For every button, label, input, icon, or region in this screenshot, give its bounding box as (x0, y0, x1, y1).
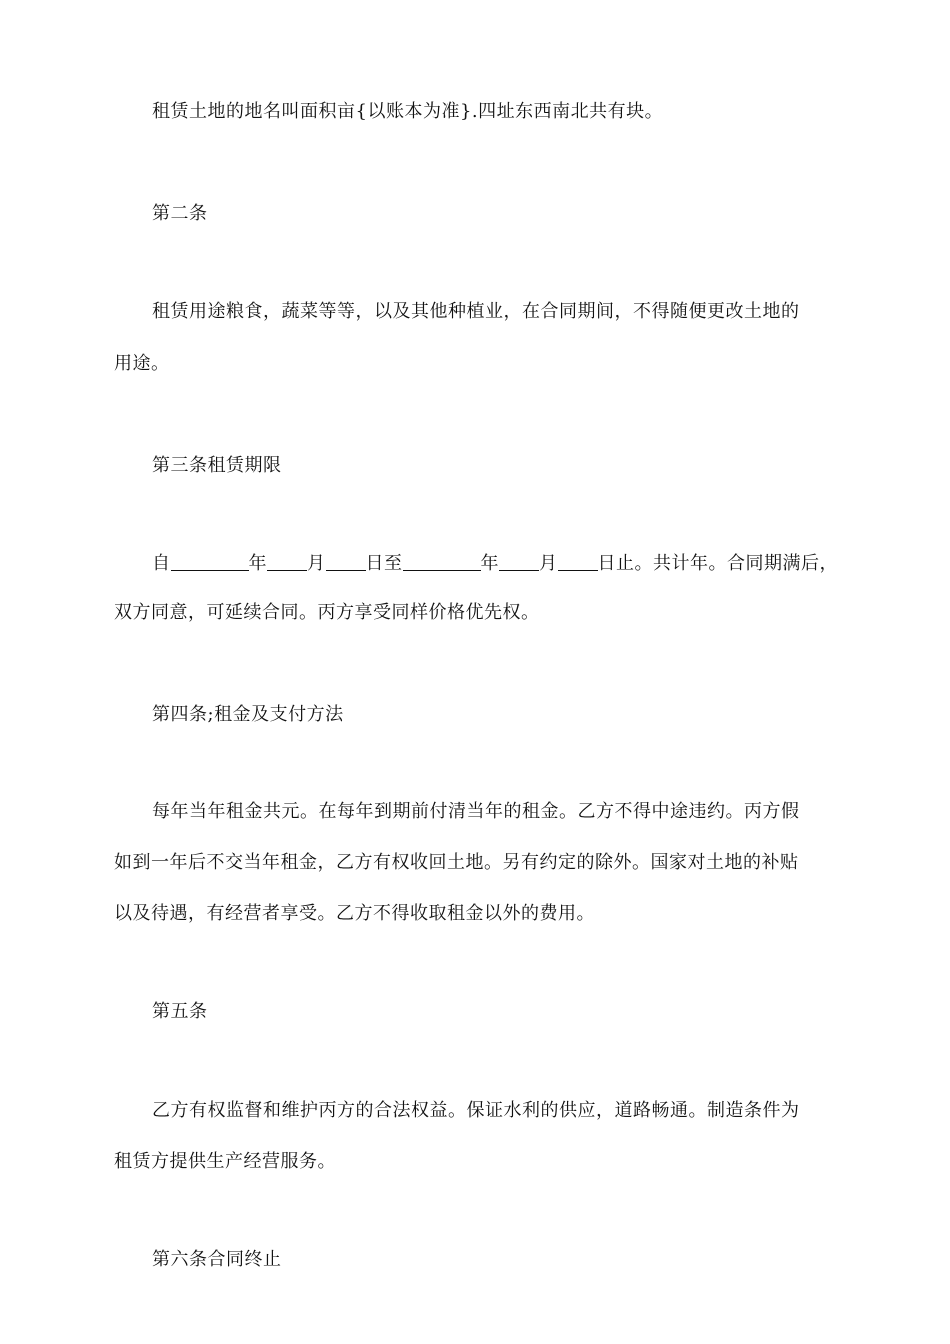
end-month-blank (499, 552, 539, 571)
article-6-heading: 第六条合同终止 (152, 1249, 282, 1270)
lease-term-line-2: 双方同意，可延续合同。丙方享受同样价格优先权。 (114, 602, 540, 623)
end-day-blank (558, 552, 598, 571)
lease-use-paragraph-line-2: 用途。 (114, 353, 170, 374)
article-2-heading: 第二条 (152, 203, 208, 224)
term-month-label-2: 月 (539, 553, 558, 574)
term-year-label-1: 年 (248, 553, 267, 574)
start-year-blank (171, 552, 249, 571)
rent-paragraph-line-2: 如到一年后不交当年租金，乙方有权收回土地。另有约定的除外。国家对土地的补贴 (114, 852, 799, 873)
rights-paragraph-line-1: 乙方有权监督和维护丙方的合法权益。保证水利的供应，道路畅通。制造条件为 (152, 1100, 800, 1121)
end-year-blank (403, 552, 481, 571)
lease-use-paragraph-line-1: 租赁用途粮食，蔬菜等等，以及其他种植业，在合同期间，不得随便更改土地的 (152, 301, 800, 322)
term-year-label-2: 年 (480, 553, 499, 574)
rights-paragraph-line-2: 租赁方提供生产经营服务。 (114, 1151, 336, 1172)
lease-term-line-1 (152, 552, 838, 576)
article-3-heading: 第三条租赁期限 (152, 455, 282, 476)
start-day-blank (326, 552, 366, 571)
term-from-label: 自 (152, 553, 171, 574)
article-4-heading: 第四条;租金及支付方法 (152, 704, 344, 725)
start-month-blank (267, 552, 307, 571)
term-month-label-1: 月 (307, 553, 326, 574)
term-end-label: 日止。共计年。合同期满后， (597, 553, 838, 574)
term-day-to-label: 日至 (365, 553, 403, 574)
rent-paragraph-line-3: 以及待遇，有经营者享受。乙方不得收取租金以外的费用。 (114, 903, 595, 924)
land-location-paragraph: 租赁土地的地名叫面积亩{以账本为准}.四址东西南北共有块。 (152, 101, 664, 122)
article-5-heading: 第五条 (152, 1001, 208, 1022)
rent-paragraph-line-1: 每年当年租金共元。在每年到期前付清当年的租金。乙方不得中途违约。丙方假 (152, 801, 800, 822)
